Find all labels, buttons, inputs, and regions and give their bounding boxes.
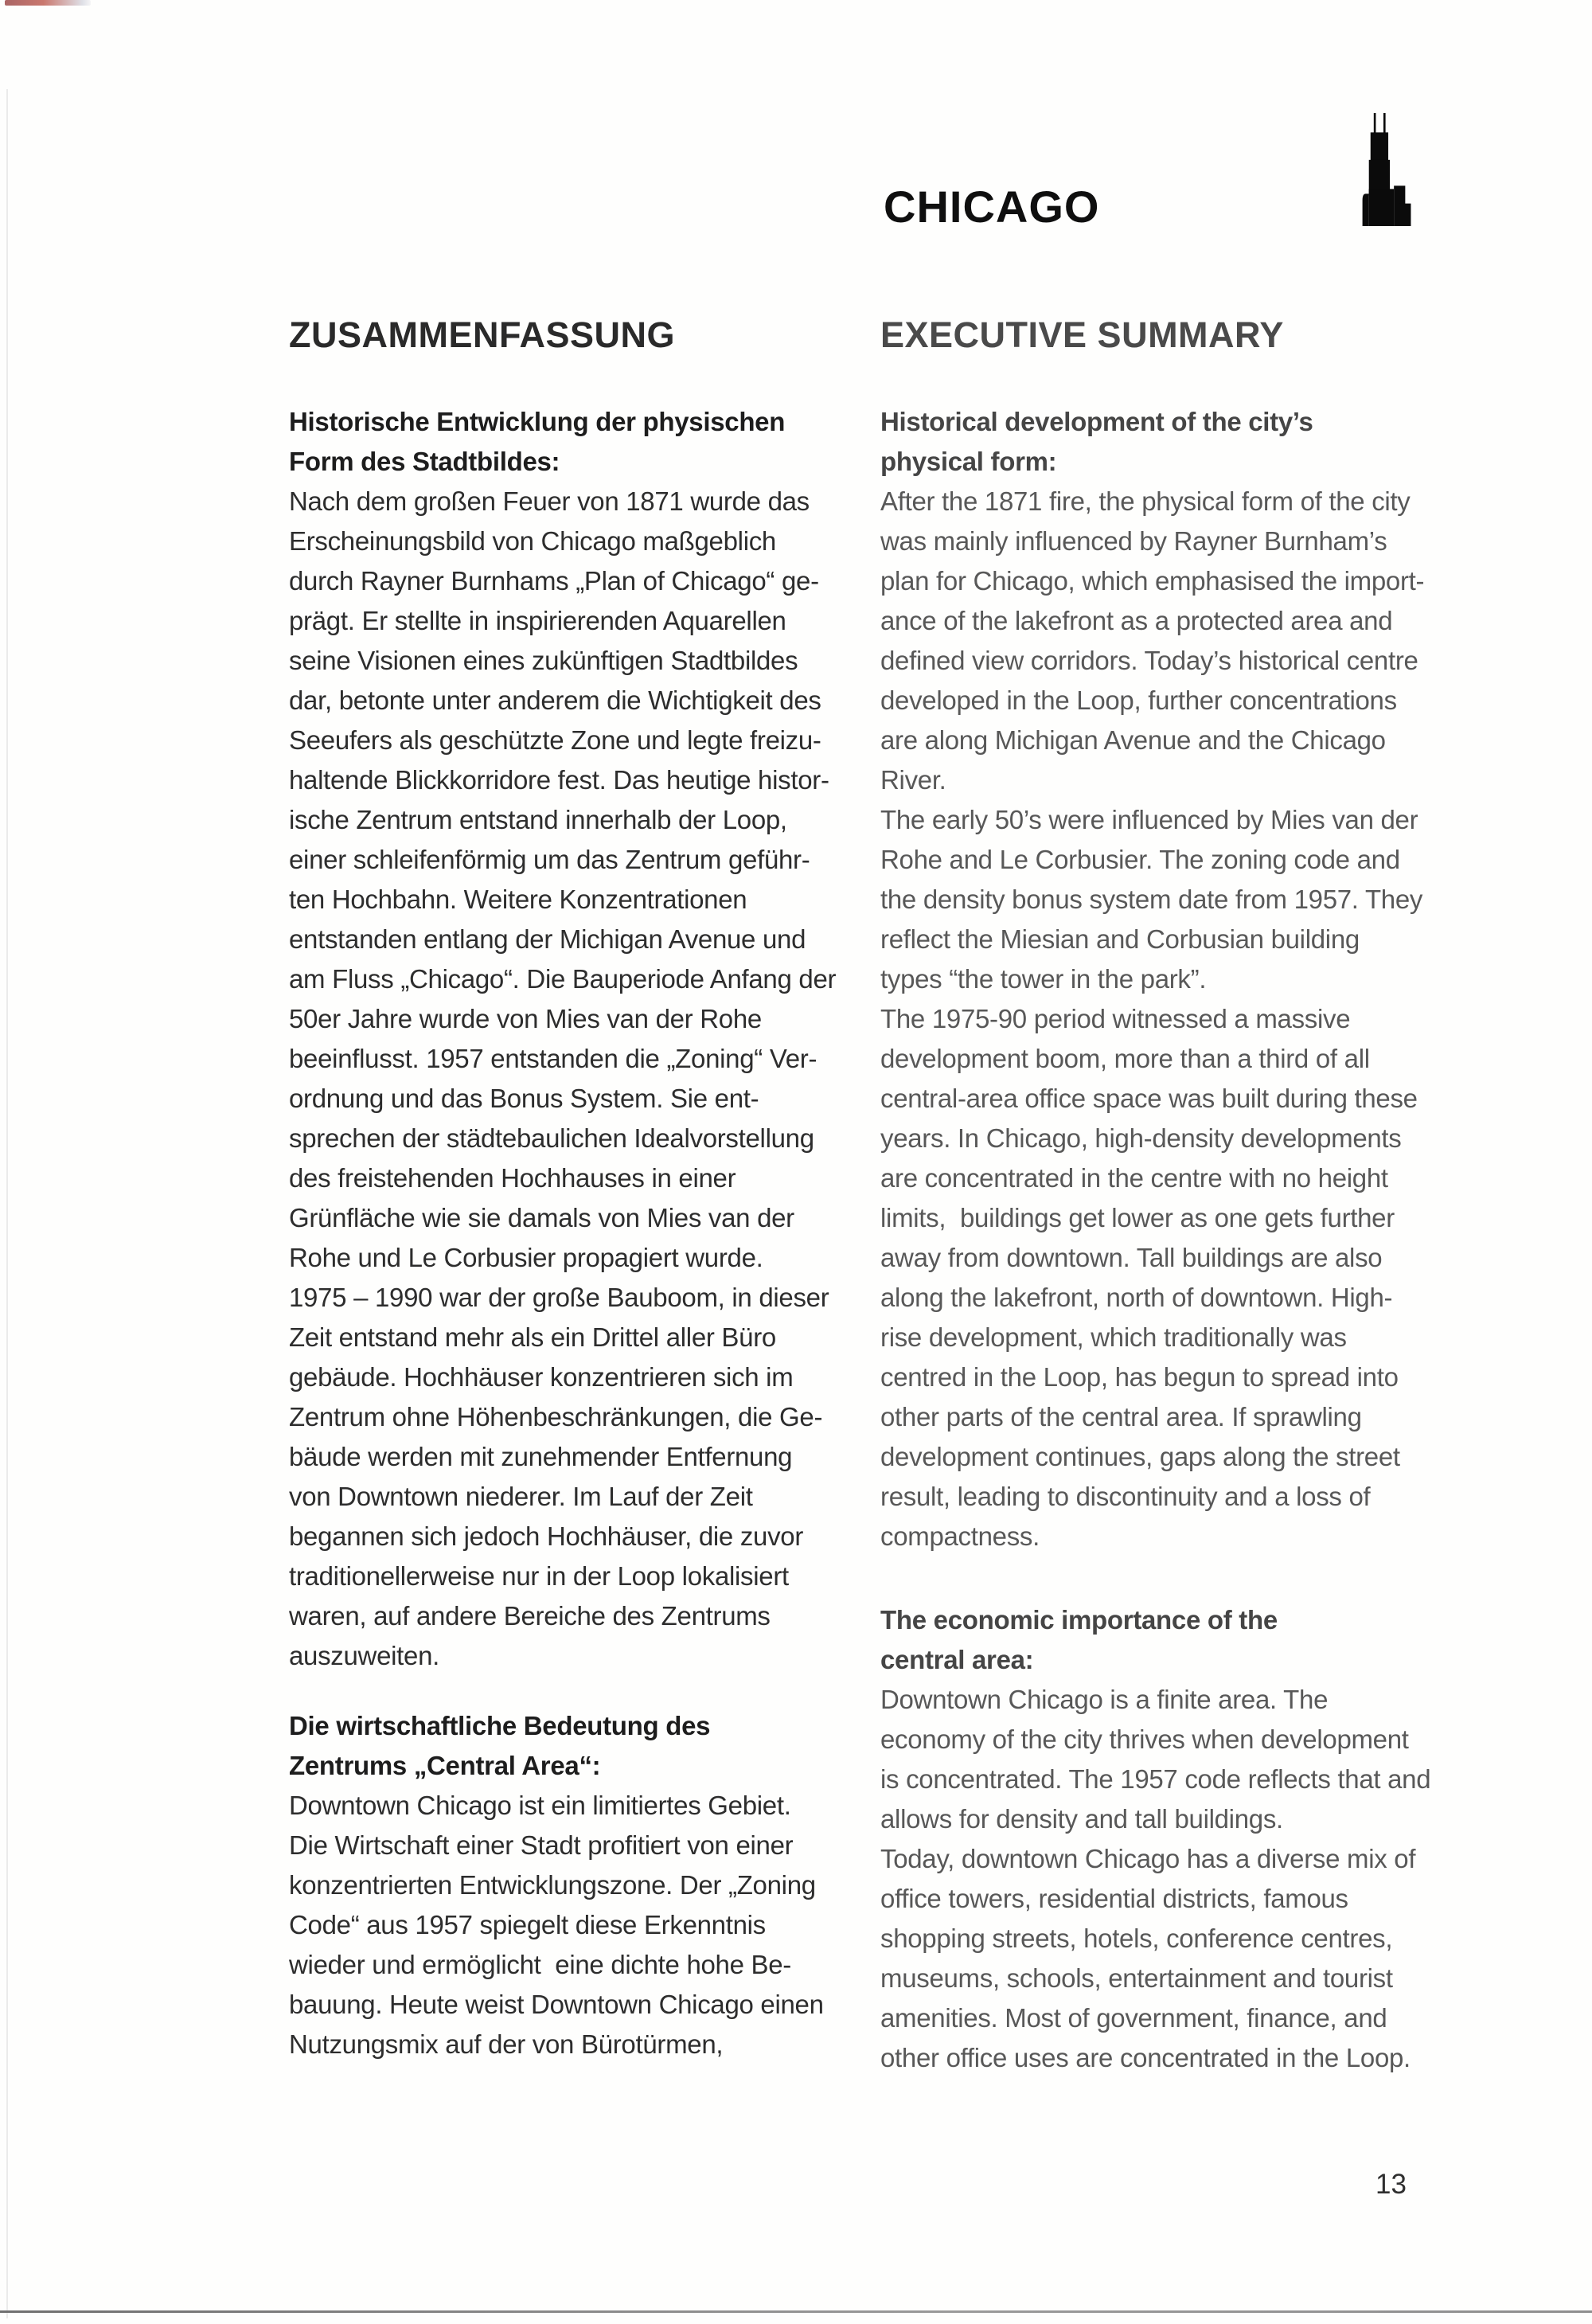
text-line: other parts of the central area. If sprawling: [880, 1402, 1362, 1432]
text-line: begannen sich jedoch Hochhäuser, die zuvor: [289, 1521, 804, 1551]
scan-artifact-mark: [5, 0, 91, 6]
text-line: waren, auf andere Bereiche des Zentrums: [289, 1601, 771, 1631]
text-line: plan for Chicago, which emphasised the import-: [880, 566, 1425, 596]
text-line: economy of the city thrives when development: [880, 1724, 1409, 1754]
text-line: developed in the Loop, further concentrations: [880, 685, 1397, 715]
text-line: Code“ aus 1957 spiegelt diese Erkenntnis: [289, 1910, 766, 1939]
subheading-line: physical form:: [880, 447, 1057, 476]
text-line: are along Michigan Avenue and the Chicago: [880, 725, 1386, 755]
text-line: reflect the Miesian and Corbusian building: [880, 924, 1360, 954]
subheading-line: The economic importance of the: [880, 1605, 1278, 1635]
text-line: Nutzungsmix auf der von Bürotürmen,: [289, 2029, 724, 2059]
text-line: result, leading to discontinuity and a loss of: [880, 1482, 1371, 1511]
text-line: Die Wirtschaft einer Stadt profitiert von einer: [289, 1830, 794, 1860]
text-line: gebäude. Hochhäuser konzentrieren sich im: [289, 1362, 794, 1392]
text-line: was mainly influenced by Rayner Burnham’s: [880, 526, 1387, 556]
text-line: defined view corridors. Today’s historical centre: [880, 646, 1418, 675]
text-line: limits, buildings get lower as one gets further: [880, 1203, 1395, 1232]
text-line: The 1975-90 period witnessed a massive: [880, 1004, 1351, 1033]
text-line: away from downtown. Tall buildings are also: [880, 1243, 1383, 1272]
text-line: Downtown Chicago is a finite area. The: [880, 1685, 1329, 1714]
text-line: konzentrierten Entwicklungszone. Der „Zoning: [289, 1870, 816, 1900]
page-title: CHICAGO: [884, 182, 1100, 232]
text-line: Erscheinungsbild von Chicago maßgeblich: [289, 526, 776, 556]
subheading-line: Zentrums „Central Area“:: [289, 1751, 601, 1780]
paragraph-gap: [289, 1676, 838, 1706]
text-line: the density bonus system date from 1957. They: [880, 885, 1423, 914]
page-edge-line: [6, 89, 8, 2318]
text-line: Rohe and Le Corbusier. The zoning code and: [880, 845, 1400, 874]
text-line: am Fluss „Chicago“. Die Bauperiode Anfang der: [289, 964, 837, 994]
text-line: ische Zentrum entstand innerhalb der Loop,: [289, 805, 787, 834]
text-line: Zentrum ohne Höhenbeschränkungen, die Ge-: [289, 1402, 823, 1432]
text-line: ance of the lakefront as a protected area and: [880, 606, 1393, 635]
german-column-heading: ZUSAMMENFASSUNG: [289, 314, 676, 355]
text-line: entstanden entlang der Michigan Avenue und: [289, 924, 806, 954]
text-line: central-area office space was built during these: [880, 1084, 1418, 1113]
text-line: types “the tower in the park”.: [880, 964, 1207, 994]
text-line: is concentrated. The 1957 code reflects that and: [880, 1764, 1431, 1794]
text-line: einer schleifenförmig um das Zentrum geführ-: [289, 845, 810, 874]
text-line: compactness.: [880, 1521, 1040, 1551]
text-line: amenities. Most of government, finance, and: [880, 2003, 1387, 2033]
text-line: Seeufers als geschützte Zone und legte freizu-: [289, 725, 821, 755]
bottom-rule: [0, 2310, 1592, 2313]
subheading-line: Form des Stadtbildes:: [289, 447, 560, 476]
text-line: 1975 – 1990 war der große Bauboom, in dieser: [289, 1283, 829, 1312]
text-line: bauung. Heute weist Downtown Chicago einen: [289, 1990, 824, 2019]
text-line: ten Hochbahn. Weitere Konzentrationen: [289, 885, 747, 914]
text-line: bäude werden mit zunehmender Entfernung: [289, 1442, 793, 1471]
text-line: von Downtown niederer. Im Lauf der Zeit: [289, 1482, 753, 1511]
subheading-line: central area:: [880, 1645, 1034, 1674]
subheading-line: Historische Entwicklung der physischen: [289, 407, 786, 436]
text-line: years. In Chicago, high-density developments: [880, 1123, 1402, 1153]
text-line: durch Rayner Burnhams „Plan of Chicago“ ge-: [289, 566, 819, 596]
paragraph-gap: [880, 1556, 1469, 1600]
text-line: haltende Blickkorridore fest. Das heutige histor-: [289, 765, 829, 795]
text-line: Zeit entstand mehr als ein Drittel aller Büro: [289, 1322, 776, 1352]
text-line: After the 1871 fire, the physical form of the city: [880, 486, 1411, 516]
text-line: des freistehenden Hochhauses in einer: [289, 1163, 736, 1193]
text-line: Rohe und Le Corbusier propagiert wurde.: [289, 1243, 763, 1272]
text-line: ordnung und das Bonus System. Sie ent-: [289, 1084, 759, 1113]
text-line: River.: [880, 765, 946, 795]
text-line: Downtown Chicago ist ein limitiertes Gebiet.: [289, 1791, 791, 1820]
english-text-column: [880, 402, 1469, 2078]
text-line: shopping streets, hotels, conference centres,: [880, 1924, 1393, 1953]
text-line: other office uses are concentrated in the Loop.: [880, 2043, 1411, 2072]
text-line: sprechen der städtebaulichen Idealvorstellung: [289, 1123, 814, 1153]
text-line: development continues, gaps along the street: [880, 1442, 1400, 1471]
text-line: along the lakefront, north of downtown. High-: [880, 1283, 1393, 1312]
page-number: 13: [1375, 2169, 1407, 2200]
english-column-heading: EXECUTIVE SUMMARY: [880, 314, 1284, 355]
text-line: museums, schools, entertainment and tourist: [880, 1963, 1393, 1993]
text-line: Nach dem großen Feuer von 1871 wurde das: [289, 486, 810, 516]
text-line: dar, betonte unter anderem die Wichtigkeit des: [289, 685, 821, 715]
subheading-line: Die wirtschaftliche Bedeutung des: [289, 1711, 711, 1740]
subheading-line: Historical development of the city’s: [880, 407, 1313, 436]
text-line: seine Visionen eines zukünftigen Stadtbildes: [289, 646, 798, 675]
text-line: office towers, residential districts, famous: [880, 1884, 1348, 1913]
text-line: centred in the Loop, has begun to spread into: [880, 1362, 1399, 1392]
text-line: 50er Jahre wurde von Mies van der Rohe: [289, 1004, 762, 1033]
text-line: allows for density and tall buildings.: [880, 1804, 1283, 1834]
text-line: Today, downtown Chicago has a diverse mix of: [880, 1844, 1416, 1873]
text-line: beeinflusst. 1957 entstanden die „Zoning“ Ver-: [289, 1044, 817, 1073]
text-line: Grünfläche wie sie damals von Mies van der: [289, 1203, 794, 1232]
text-line: rise development, which traditionally was: [880, 1322, 1347, 1352]
text-line: are concentrated in the centre with no height: [880, 1163, 1388, 1193]
text-line: auszuweiten.: [289, 1641, 440, 1670]
text-line: The early 50’s were influenced by Mies van der: [880, 805, 1418, 834]
text-line: development boom, more than a third of all: [880, 1044, 1370, 1073]
text-line: wieder und ermöglicht eine dichte hohe Be-: [289, 1950, 791, 1979]
sears-tower-logo-icon: [1358, 113, 1412, 226]
text-line: traditionellerweise nur in der Loop lokalisiert: [289, 1561, 789, 1591]
german-text-column: [289, 402, 838, 2064]
text-line: prägt. Er stellte in inspirierenden Aquarellen: [289, 606, 786, 635]
